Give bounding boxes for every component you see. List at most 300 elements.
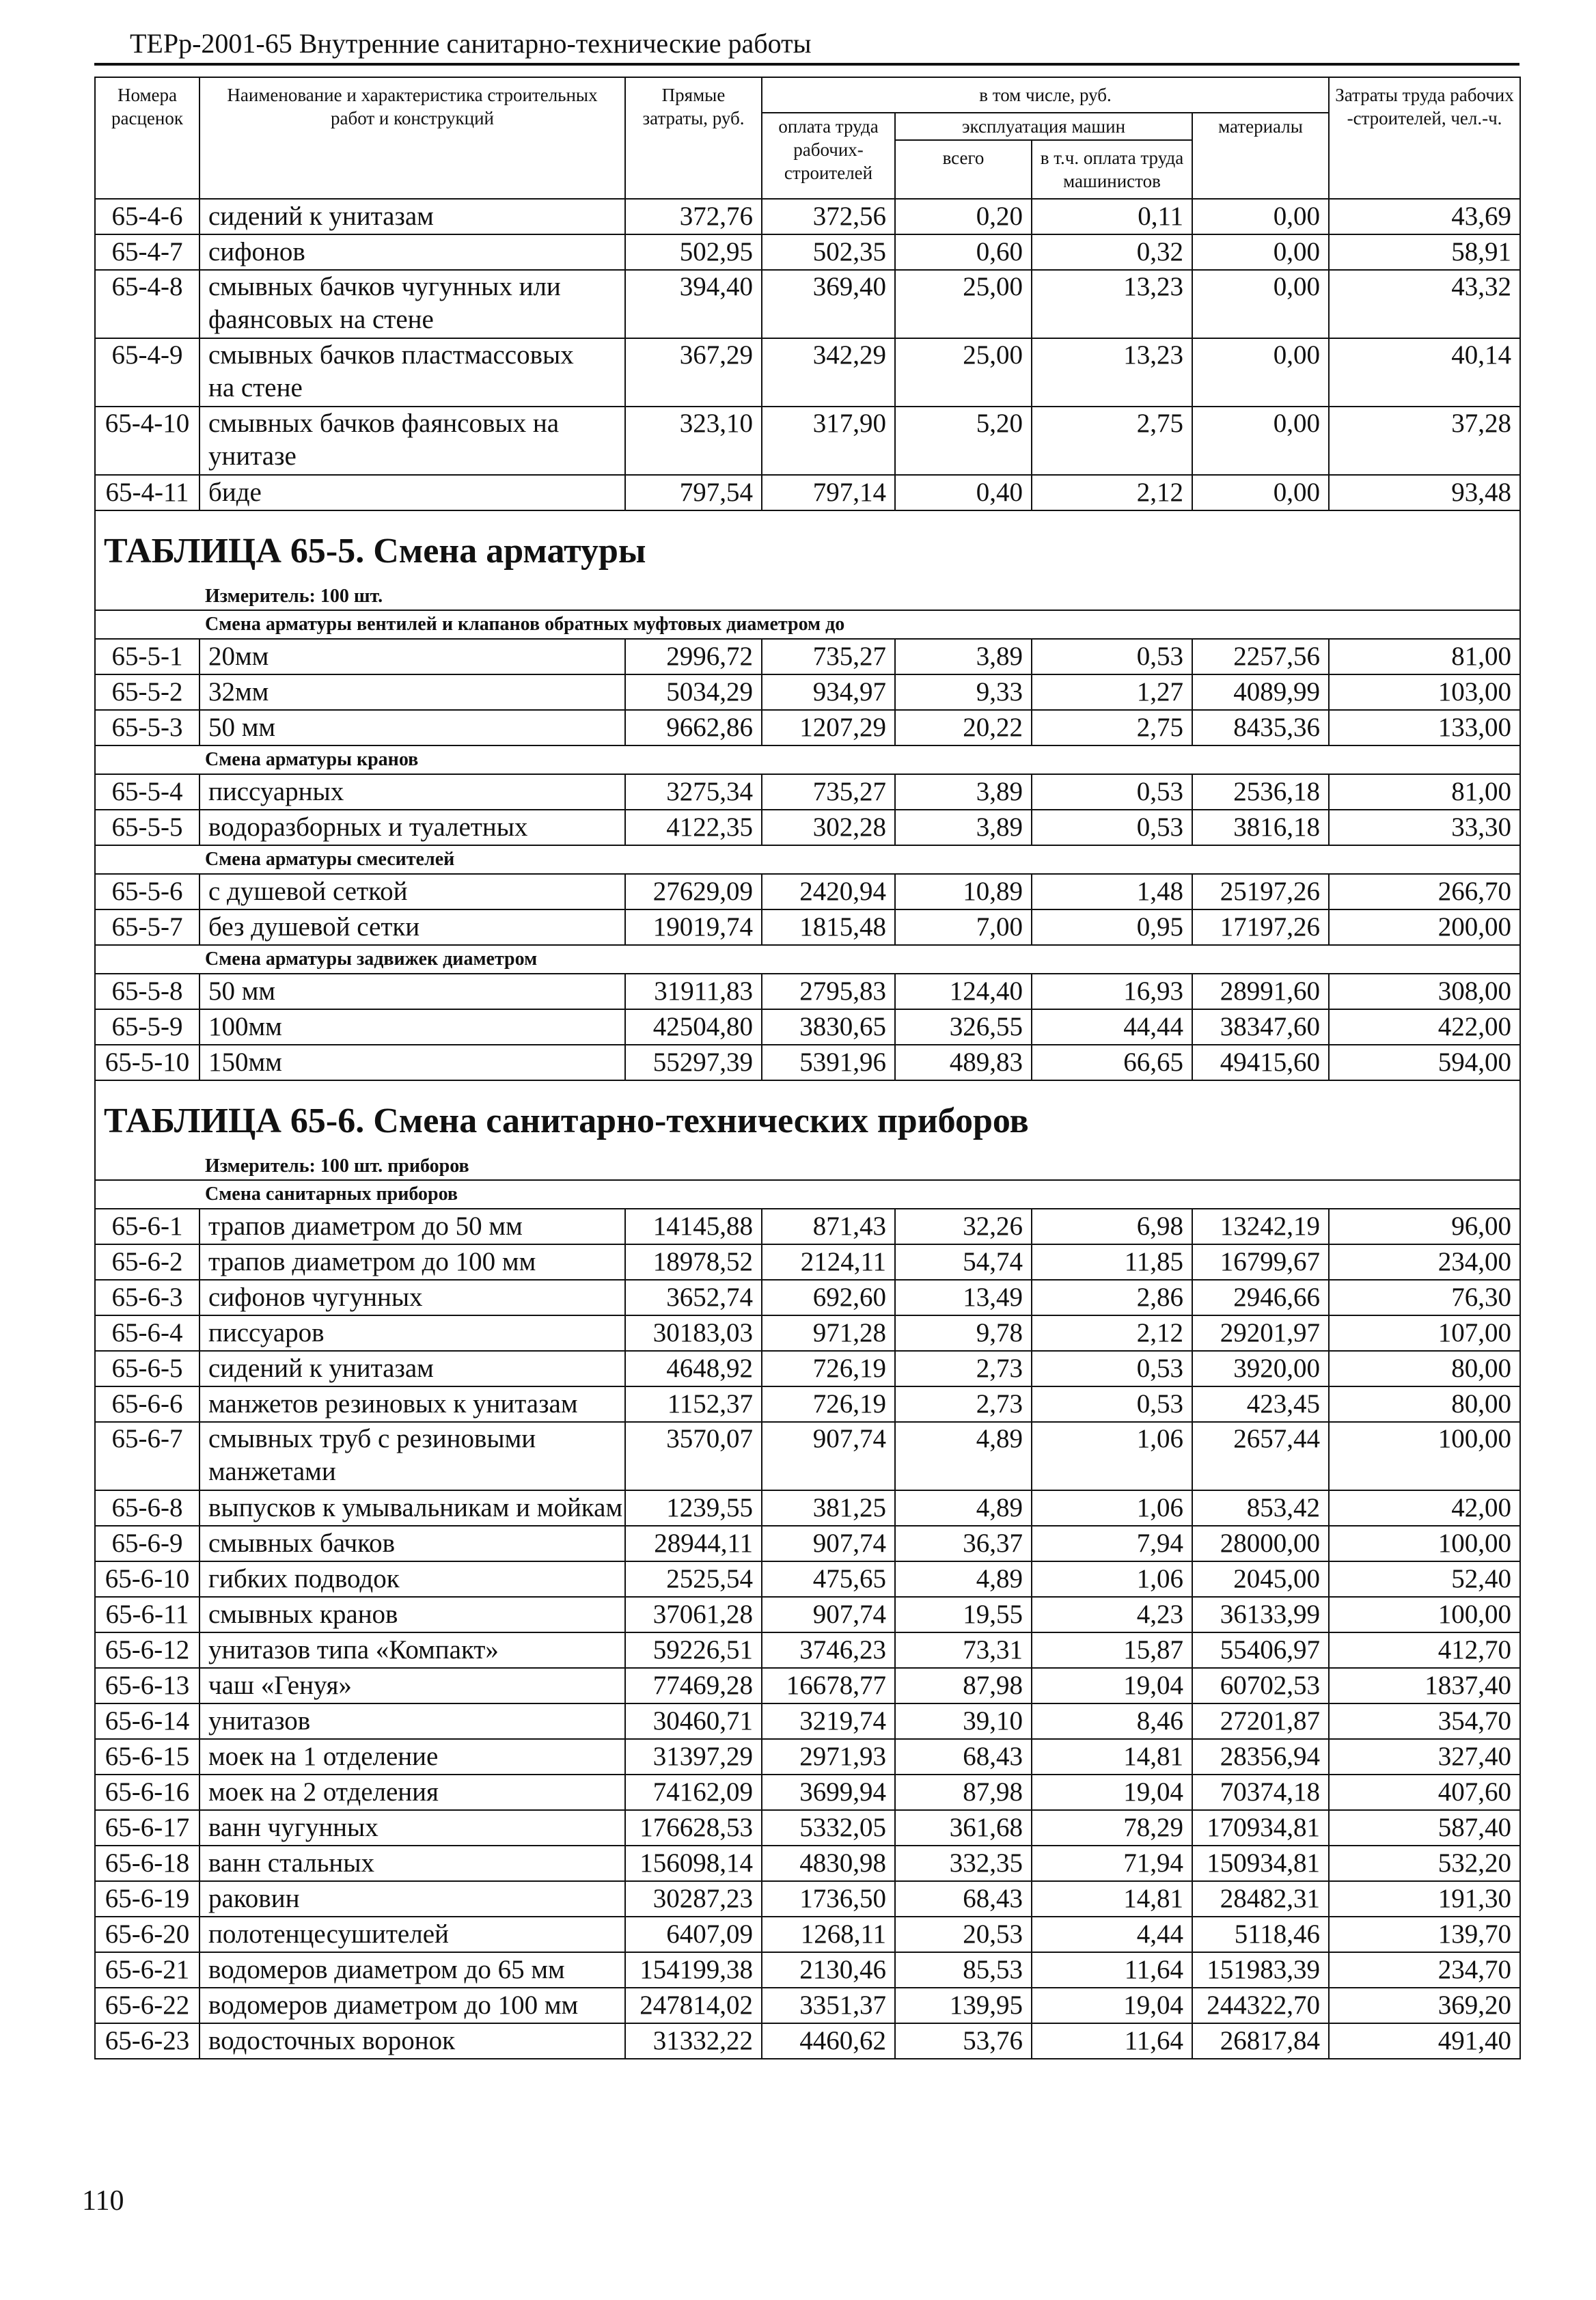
row-wages: 3699,94 (762, 1775, 895, 1810)
row-wages: 302,28 (762, 810, 895, 845)
row-name-line: ванн стальных (208, 1848, 375, 1878)
row-wages: 317,90 (762, 407, 895, 475)
table-row (95, 639, 1520, 674)
page-number: 110 (82, 2185, 124, 2217)
row-name-line: 50 мм (208, 976, 276, 1006)
row-name-line: 50 мм (208, 713, 276, 742)
row-direct: 6407,09 (625, 1917, 762, 1952)
row-mach-total: 139,95 (895, 1988, 1032, 2023)
row-materials: 170934,81 (1192, 1810, 1329, 1846)
row-code: 65-5-2 (95, 674, 200, 710)
row-labor: 422,00 (1329, 1009, 1520, 1045)
row-mach-total: 32,26 (895, 1209, 1032, 1244)
row-direct: 28944,11 (625, 1526, 762, 1561)
row-name (200, 475, 625, 510)
row-wages: 381,25 (762, 1490, 895, 1526)
row-code: 65-4-10 (95, 407, 200, 475)
row-name (200, 1045, 625, 1080)
row-materials: 25197,26 (1192, 874, 1329, 909)
row-mach-total: 13,49 (895, 1280, 1032, 1315)
row-name-line: водомеров диаметром до 100 мм (208, 1990, 579, 2020)
row-materials: 38347,60 (1192, 1009, 1329, 1045)
row-direct: 31332,22 (625, 2023, 762, 2059)
row-mach-wages: 2,75 (1032, 710, 1192, 745)
row-materials: 0,00 (1192, 407, 1329, 475)
row-materials: 2657,44 (1192, 1422, 1329, 1490)
row-mach-wages: 1,27 (1032, 674, 1192, 710)
row-wages: 4830,98 (762, 1846, 895, 1881)
row-name (200, 974, 625, 1009)
row-mach-wages: 66,65 (1032, 1045, 1192, 1080)
row-name (200, 1881, 625, 1917)
row-wages: 3746,23 (762, 1632, 895, 1668)
header-direct: Прямые затраты, руб. (625, 77, 762, 199)
row-mach-wages: 0,11 (1032, 199, 1192, 234)
row-code: 65-6-20 (95, 1917, 200, 1952)
row-direct: 367,29 (625, 338, 762, 407)
row-name (200, 234, 625, 270)
row-wages: 735,27 (762, 774, 895, 810)
row-mach-wages: 0,32 (1032, 234, 1192, 270)
row-labor: 200,00 (1329, 909, 1520, 945)
row-wages: 2130,46 (762, 1952, 895, 1988)
row-mach-total: 0,40 (895, 475, 1032, 510)
table-row (95, 1422, 1520, 1490)
table-row (95, 1351, 1520, 1386)
table-row (95, 2023, 1520, 2059)
row-wages: 934,97 (762, 674, 895, 710)
row-mach-wages: 2,86 (1032, 1280, 1192, 1315)
row-code: 65-6-12 (95, 1632, 200, 1668)
row-mach-total: 7,00 (895, 909, 1032, 945)
header-name: Наименование и характеристика строительных работ и конструкций (200, 77, 625, 199)
row-direct: 27629,09 (625, 874, 762, 909)
row-materials: 5118,46 (1192, 1917, 1329, 1952)
row-code: 65-5-1 (95, 639, 200, 674)
row-materials: 60702,53 (1192, 1668, 1329, 1703)
row-code: 65-5-9 (95, 1009, 200, 1045)
row-mach-total: 73,31 (895, 1632, 1032, 1668)
table-row (95, 774, 1520, 810)
header-incl: в том числе, руб. (762, 77, 1329, 113)
row-name (200, 1846, 625, 1881)
table-row (95, 338, 1520, 407)
row-direct: 14145,88 (625, 1209, 762, 1244)
row-mach-total: 2,73 (895, 1351, 1032, 1386)
row-direct: 176628,53 (625, 1810, 762, 1846)
row-mach-wages: 16,93 (1032, 974, 1192, 1009)
row-name-line: 100мм (208, 1012, 282, 1041)
table-header-row (95, 77, 1520, 113)
row-wages: 907,74 (762, 1526, 895, 1561)
row-direct: 2996,72 (625, 639, 762, 674)
table-row (95, 1280, 1520, 1315)
table-title: ТАБЛИЦА 65-6. Смена санитарно-технических приборов (95, 1080, 1520, 1144)
row-code: 65-6-7 (95, 1422, 200, 1490)
header-mach-total: всего (895, 140, 1032, 199)
table-row (95, 1703, 1520, 1739)
row-labor: 100,00 (1329, 1597, 1520, 1632)
row-direct: 37061,28 (625, 1597, 762, 1632)
row-mach-wages: 19,04 (1032, 1988, 1192, 2023)
table-row (95, 1846, 1520, 1881)
row-name (200, 1561, 625, 1597)
row-materials: 13242,19 (1192, 1209, 1329, 1244)
group-label-row (95, 945, 1520, 974)
row-wages: 369,40 (762, 270, 895, 338)
row-wages: 3830,65 (762, 1009, 895, 1045)
row-name-line: чаш «Генуя» (208, 1671, 352, 1700)
row-code: 65-6-2 (95, 1244, 200, 1280)
row-labor: 133,00 (1329, 710, 1520, 745)
row-mach-wages: 19,04 (1032, 1775, 1192, 1810)
row-mach-total: 87,98 (895, 1775, 1032, 1810)
row-mach-wages: 0,53 (1032, 774, 1192, 810)
row-name-line-2: манжетами (208, 1457, 336, 1486)
row-labor: 42,00 (1329, 1490, 1520, 1526)
row-name (200, 1209, 625, 1244)
row-labor: 52,40 (1329, 1561, 1520, 1597)
row-wages: 692,60 (762, 1280, 895, 1315)
row-name (200, 1490, 625, 1526)
row-wages: 1815,48 (762, 909, 895, 945)
row-direct: 30460,71 (625, 1703, 762, 1739)
row-direct: 42504,80 (625, 1009, 762, 1045)
row-direct: 4648,92 (625, 1351, 762, 1386)
row-materials: 2257,56 (1192, 639, 1329, 674)
row-code: 65-5-4 (95, 774, 200, 810)
row-name-line: без душевой сетки (208, 912, 420, 942)
table-row (95, 1009, 1520, 1045)
row-wages: 735,27 (762, 639, 895, 674)
row-direct: 154199,38 (625, 1952, 762, 1988)
table-row (95, 1386, 1520, 1422)
row-labor: 266,70 (1329, 874, 1520, 909)
row-mach-wages: 0,53 (1032, 810, 1192, 845)
row-code: 65-6-21 (95, 1952, 200, 1988)
table-row (95, 1810, 1520, 1846)
row-direct: 372,76 (625, 199, 762, 234)
row-name-line-2: унитазе (208, 441, 297, 471)
row-code: 65-6-6 (95, 1386, 200, 1422)
row-name (200, 909, 625, 945)
row-name (200, 1917, 625, 1952)
group-label: Смена арматуры задвижек диаметром (95, 945, 1520, 974)
table-row (95, 1775, 1520, 1810)
row-wages: 502,35 (762, 234, 895, 270)
row-name (200, 674, 625, 710)
row-direct: 156098,14 (625, 1846, 762, 1881)
row-code: 65-4-8 (95, 270, 200, 338)
header-labor: Затраты труда рабочих -строителей, чел.-ч. (1329, 77, 1520, 199)
row-direct: 59226,51 (625, 1632, 762, 1668)
row-materials: 4089,99 (1192, 674, 1329, 710)
row-materials: 36133,99 (1192, 1597, 1329, 1632)
row-mach-total: 85,53 (895, 1952, 1032, 1988)
table-row (95, 1490, 1520, 1526)
row-name-line: выпусков к умывальникам и мойкам (208, 1493, 623, 1522)
row-mach-total: 53,76 (895, 2023, 1032, 2059)
row-name (200, 810, 625, 845)
row-labor: 412,70 (1329, 1632, 1520, 1668)
row-code: 65-4-11 (95, 475, 200, 510)
group-label: Смена санитарных приборов (95, 1180, 1520, 1209)
row-code: 65-5-7 (95, 909, 200, 945)
row-labor: 43,32 (1329, 270, 1520, 338)
row-labor: 93,48 (1329, 475, 1520, 510)
row-mach-total: 19,55 (895, 1597, 1032, 1632)
row-materials: 0,00 (1192, 234, 1329, 270)
header-materials: материалы (1192, 113, 1329, 199)
row-mach-total: 54,74 (895, 1244, 1032, 1280)
row-code: 65-6-23 (95, 2023, 200, 2059)
row-mach-wages: 11,64 (1032, 1952, 1192, 1988)
row-materials: 2536,18 (1192, 774, 1329, 810)
row-wages: 16678,77 (762, 1668, 895, 1703)
row-direct: 5034,29 (625, 674, 762, 710)
row-materials: 8435,36 (1192, 710, 1329, 745)
row-materials: 0,00 (1192, 199, 1329, 234)
row-wages: 3351,37 (762, 1988, 895, 2023)
row-name (200, 874, 625, 909)
row-direct: 502,95 (625, 234, 762, 270)
row-name-line: моек на 2 отделения (208, 1777, 439, 1807)
row-wages: 971,28 (762, 1315, 895, 1351)
group-label: Смена арматуры смесителей (95, 845, 1520, 874)
row-name (200, 1280, 625, 1315)
row-wages: 907,74 (762, 1422, 895, 1490)
row-name-line: водоразборных и туалетных (208, 812, 528, 842)
row-name-line: 150мм (208, 1048, 282, 1077)
row-code: 65-4-9 (95, 338, 200, 407)
row-direct: 30183,03 (625, 1315, 762, 1351)
row-labor: 369,20 (1329, 1988, 1520, 2023)
running-head: ТЕРр-2001-65 Внутренние санитарно-технические работы (130, 28, 812, 59)
row-labor: 40,14 (1329, 338, 1520, 407)
row-name-line: ванн чугунных (208, 1813, 379, 1842)
row-mach-total: 2,73 (895, 1386, 1032, 1422)
row-mach-total: 39,10 (895, 1703, 1032, 1739)
table-row (95, 1739, 1520, 1775)
header-machines: эксплуатация машин (895, 113, 1192, 140)
table-row (95, 1526, 1520, 1561)
header-rule (94, 63, 1519, 66)
row-name (200, 1386, 625, 1422)
row-name (200, 1810, 625, 1846)
row-labor: 43,69 (1329, 199, 1520, 234)
row-mach-wages: 14,81 (1032, 1739, 1192, 1775)
row-code: 65-6-18 (95, 1846, 200, 1881)
row-name-line: гибких подводок (208, 1564, 400, 1593)
row-name-line: сидений к унитазам (208, 202, 434, 231)
row-name-line: трапов диаметром до 50 мм (208, 1211, 523, 1241)
row-mach-total: 87,98 (895, 1668, 1032, 1703)
table-row (95, 1988, 1520, 2023)
group-label: Смена арматуры вентилей и клапанов обратных муфтовых диаметром до (95, 610, 1520, 639)
row-mach-total: 10,89 (895, 874, 1032, 909)
row-name-line: смывных бачков пластмассовых (208, 340, 574, 370)
row-direct: 3275,34 (625, 774, 762, 810)
row-mach-total: 332,35 (895, 1846, 1032, 1881)
row-code: 65-6-9 (95, 1526, 200, 1561)
row-wages: 372,56 (762, 199, 895, 234)
row-code: 65-6-1 (95, 1209, 200, 1244)
row-mach-total: 68,43 (895, 1739, 1032, 1775)
row-wages: 1268,11 (762, 1917, 895, 1952)
table-row (95, 1315, 1520, 1351)
row-materials: 3920,00 (1192, 1351, 1329, 1386)
table-title: ТАБЛИЦА 65-5. Смена арматуры (95, 510, 1520, 574)
row-name (200, 1775, 625, 1810)
row-mach-total: 124,40 (895, 974, 1032, 1009)
row-labor: 33,30 (1329, 810, 1520, 845)
header-wages: оплата труда рабочих-строителей (762, 113, 895, 199)
row-labor: 81,00 (1329, 774, 1520, 810)
row-direct: 797,54 (625, 475, 762, 510)
row-mach-total: 9,33 (895, 674, 1032, 710)
table-row (95, 1244, 1520, 1280)
table-row (95, 1917, 1520, 1952)
row-name-line: сифонов (208, 237, 305, 266)
row-mach-total: 4,89 (895, 1422, 1032, 1490)
row-materials: 55406,97 (1192, 1632, 1329, 1668)
row-name-line: смывных бачков (208, 1529, 396, 1558)
row-materials: 0,00 (1192, 338, 1329, 407)
row-wages: 726,19 (762, 1386, 895, 1422)
row-materials: 2045,00 (1192, 1561, 1329, 1597)
row-labor: 80,00 (1329, 1386, 1520, 1422)
row-labor: 234,00 (1329, 1244, 1520, 1280)
row-mach-wages: 71,94 (1032, 1846, 1192, 1881)
table-row (95, 909, 1520, 945)
row-name-line-2: на стене (208, 373, 303, 402)
row-labor: 100,00 (1329, 1422, 1520, 1490)
row-name (200, 1632, 625, 1668)
row-mach-wages: 0,53 (1032, 639, 1192, 674)
row-mach-total: 25,00 (895, 270, 1032, 338)
row-materials: 29201,97 (1192, 1315, 1329, 1351)
table-row (95, 974, 1520, 1009)
row-code: 65-5-8 (95, 974, 200, 1009)
table-meter-row (95, 574, 1520, 610)
row-materials: 27201,87 (1192, 1703, 1329, 1739)
row-materials: 28991,60 (1192, 974, 1329, 1009)
row-labor: 234,70 (1329, 1952, 1520, 1988)
header-mach-wages: в т.ч. оплата труда машинистов (1032, 140, 1192, 199)
row-labor: 37,28 (1329, 407, 1520, 475)
row-wages: 2795,83 (762, 974, 895, 1009)
row-materials: 28356,94 (1192, 1739, 1329, 1775)
table-title-row (95, 1080, 1520, 1144)
row-code: 65-6-15 (95, 1739, 200, 1775)
row-mach-wages: 1,06 (1032, 1422, 1192, 1490)
row-name (200, 1244, 625, 1280)
table-meter: Измеритель: 100 шт. (95, 574, 1520, 610)
row-materials: 853,42 (1192, 1490, 1329, 1526)
row-code: 65-6-10 (95, 1561, 200, 1597)
row-materials: 26817,84 (1192, 2023, 1329, 2059)
group-label-row (95, 610, 1520, 639)
row-mach-wages: 6,98 (1032, 1209, 1192, 1244)
row-labor: 308,00 (1329, 974, 1520, 1009)
row-direct: 3652,74 (625, 1280, 762, 1315)
row-direct: 3570,07 (625, 1422, 762, 1490)
row-mach-wages: 11,85 (1032, 1244, 1192, 1280)
row-name (200, 407, 625, 475)
table-row (95, 1045, 1520, 1080)
row-name (200, 338, 625, 407)
row-code: 65-5-5 (95, 810, 200, 845)
row-name (200, 1597, 625, 1632)
row-name-line: манжетов резиновых к унитазам (208, 1389, 578, 1419)
row-mach-wages: 2,75 (1032, 407, 1192, 475)
row-direct: 1239,55 (625, 1490, 762, 1526)
row-name (200, 1739, 625, 1775)
row-direct: 55297,39 (625, 1045, 762, 1080)
row-mach-wages: 8,46 (1032, 1703, 1192, 1739)
row-name (200, 1315, 625, 1351)
row-labor: 407,60 (1329, 1775, 1520, 1810)
row-code: 65-5-3 (95, 710, 200, 745)
row-name-line: сифонов чугунных (208, 1283, 423, 1312)
row-code: 65-5-10 (95, 1045, 200, 1080)
table-row (95, 475, 1520, 510)
table-row (95, 1668, 1520, 1703)
row-name-line: смывных бачков фаянсовых на (208, 409, 560, 438)
row-code: 65-4-7 (95, 234, 200, 270)
row-mach-total: 36,37 (895, 1526, 1032, 1561)
row-wages: 726,19 (762, 1351, 895, 1386)
row-labor: 491,40 (1329, 2023, 1520, 2059)
header-code: Номера расценок (95, 77, 200, 199)
row-materials: 17197,26 (1192, 909, 1329, 945)
row-name-line: писсуаров (208, 1318, 325, 1347)
row-direct: 1152,37 (625, 1386, 762, 1422)
row-mach-wages: 1,06 (1032, 1490, 1192, 1526)
row-code: 65-6-4 (95, 1315, 200, 1351)
row-code: 65-6-13 (95, 1668, 200, 1703)
row-code: 65-4-6 (95, 199, 200, 234)
row-mach-total: 20,53 (895, 1917, 1032, 1952)
row-code: 65-6-8 (95, 1490, 200, 1526)
row-direct: 30287,23 (625, 1881, 762, 1917)
table-row (95, 1209, 1520, 1244)
row-labor: 1837,40 (1329, 1668, 1520, 1703)
row-code: 65-6-16 (95, 1775, 200, 1810)
row-direct: 31911,83 (625, 974, 762, 1009)
row-mach-total: 0,20 (895, 199, 1032, 234)
row-mach-total: 4,89 (895, 1561, 1032, 1597)
row-name-line: 20мм (208, 642, 269, 671)
row-mach-wages: 0,53 (1032, 1386, 1192, 1422)
row-name-line: унитазов (208, 1706, 311, 1736)
row-labor: 81,00 (1329, 639, 1520, 674)
row-name (200, 1952, 625, 1988)
table-title-row (95, 510, 1520, 574)
group-label-row (95, 1180, 1520, 1209)
row-wages: 5391,96 (762, 1045, 895, 1080)
group-label-row (95, 845, 1520, 874)
row-mach-wages: 13,23 (1032, 270, 1192, 338)
row-mach-total: 3,89 (895, 810, 1032, 845)
row-mach-total: 326,55 (895, 1009, 1032, 1045)
row-labor: 103,00 (1329, 674, 1520, 710)
row-mach-total: 361,68 (895, 1810, 1032, 1846)
row-direct: 19019,74 (625, 909, 762, 945)
row-wages: 5332,05 (762, 1810, 895, 1846)
row-labor: 100,00 (1329, 1526, 1520, 1561)
row-labor: 58,91 (1329, 234, 1520, 270)
